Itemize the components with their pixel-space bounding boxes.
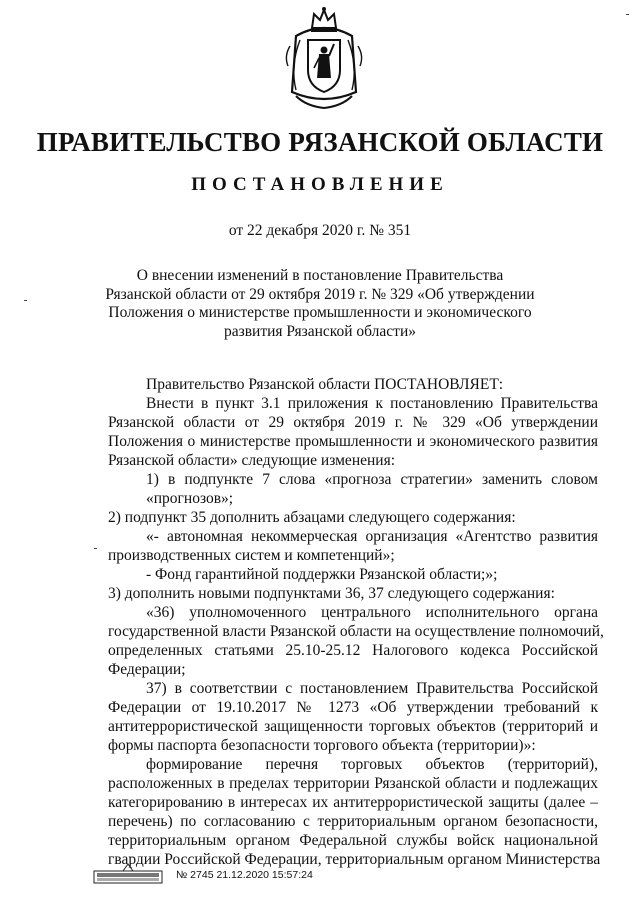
document-type: ПОСТАНОВЛЕНИЕ <box>191 174 449 195</box>
document-subject <box>100 267 540 341</box>
scan-mark <box>94 548 97 549</box>
body-line: «прогнозов»; <box>146 490 234 507</box>
body-line: гвардии Российской Федерации, территориальным органом Министерства <box>108 851 601 868</box>
body-line: 2) подпункт 35 дополнить абзацами следующего содержания: <box>108 509 516 526</box>
organization-title: ПРАВИТЕЛЬСТВО РЯЗАНСКОЙ ОБЛАСТИ <box>36 127 604 157</box>
subject-line: развития Рязанской области» <box>223 322 416 340</box>
scan-mark <box>626 14 629 15</box>
body-line: расположенных в пределах территории Рязанской области и подлежащих <box>108 775 598 792</box>
body-line: Положения о министерстве промышленности и экономического развития <box>108 433 598 450</box>
body-line: Внести в пункт 3.1 приложения к постановлению Правительства <box>146 395 598 412</box>
body-line: формы паспорта безопасности торгового объекта (территории)»: <box>108 737 536 754</box>
body-line: территориальным органом Федеральной службы войск национальной <box>108 832 598 849</box>
body-line: формирование перечня торговых объектов (территорий), <box>146 756 598 773</box>
body-line: 37) в соответствии с постановлением Правительства Российской <box>146 680 598 697</box>
body-line: Рязанской области от 29 октября 2019 г. № 329 «Об утверждении <box>108 414 598 431</box>
ryazan-coat-of-arms-icon <box>276 6 372 112</box>
body-line: государственной власти Рязанской области на осуществление полномочий, <box>108 623 604 640</box>
registration-stamp-icon <box>93 862 163 886</box>
document-date-number: от 22 декабря 2020 г. № 351 <box>228 222 412 239</box>
body-line: 3) дополнить новыми подпунктами 36, 37 следующего содержания: <box>108 585 555 602</box>
registration-number: № 2745 21.12.2020 15:57:24 <box>176 869 313 881</box>
body-line: категорированию в интересах их антитеррористической защиты (далее – <box>108 794 598 811</box>
body-line: производственных систем и компетенций»; <box>108 547 395 564</box>
body-line: Правительство Рязанской области ПОСТАНОВЛЯЕТ: <box>146 376 504 393</box>
body-line: 1) в подпункте 7 слова «прогноза стратегии» заменить словом <box>146 471 598 488</box>
subject-line: О внесении изменений в постановление Правительства <box>136 267 504 284</box>
body-line: - Фонд гарантийной поддержки Рязанской области;»; <box>146 566 498 583</box>
scan-mark <box>24 300 27 301</box>
body-line: Рязанской области» следующие изменения: <box>108 452 396 469</box>
body-line: «36) уполномоченного центрального исполнительного органа <box>146 604 598 621</box>
body-line: Федерации от 19.10.2017 № 1273 «Об утверждении требований к <box>108 699 598 716</box>
body-line: «- автономная некоммерческая организация «Агентство развития <box>146 528 598 545</box>
body-line: перечень) по согласованию с территориальным органом безопасности, <box>108 813 598 830</box>
body-line: антитеррористической защищенности торговых объектов (территорий и <box>108 718 598 735</box>
subject-line: Рязанской области от 29 октября 2019 г. № 329 «Об утверждении <box>105 285 535 303</box>
body-line: определенных статьями 25.10-25.12 Налогового кодекса Российской <box>108 642 598 659</box>
body-line: Федерации; <box>108 661 186 678</box>
subject-line: Положения о министерстве промышленности и экономического <box>108 304 532 321</box>
